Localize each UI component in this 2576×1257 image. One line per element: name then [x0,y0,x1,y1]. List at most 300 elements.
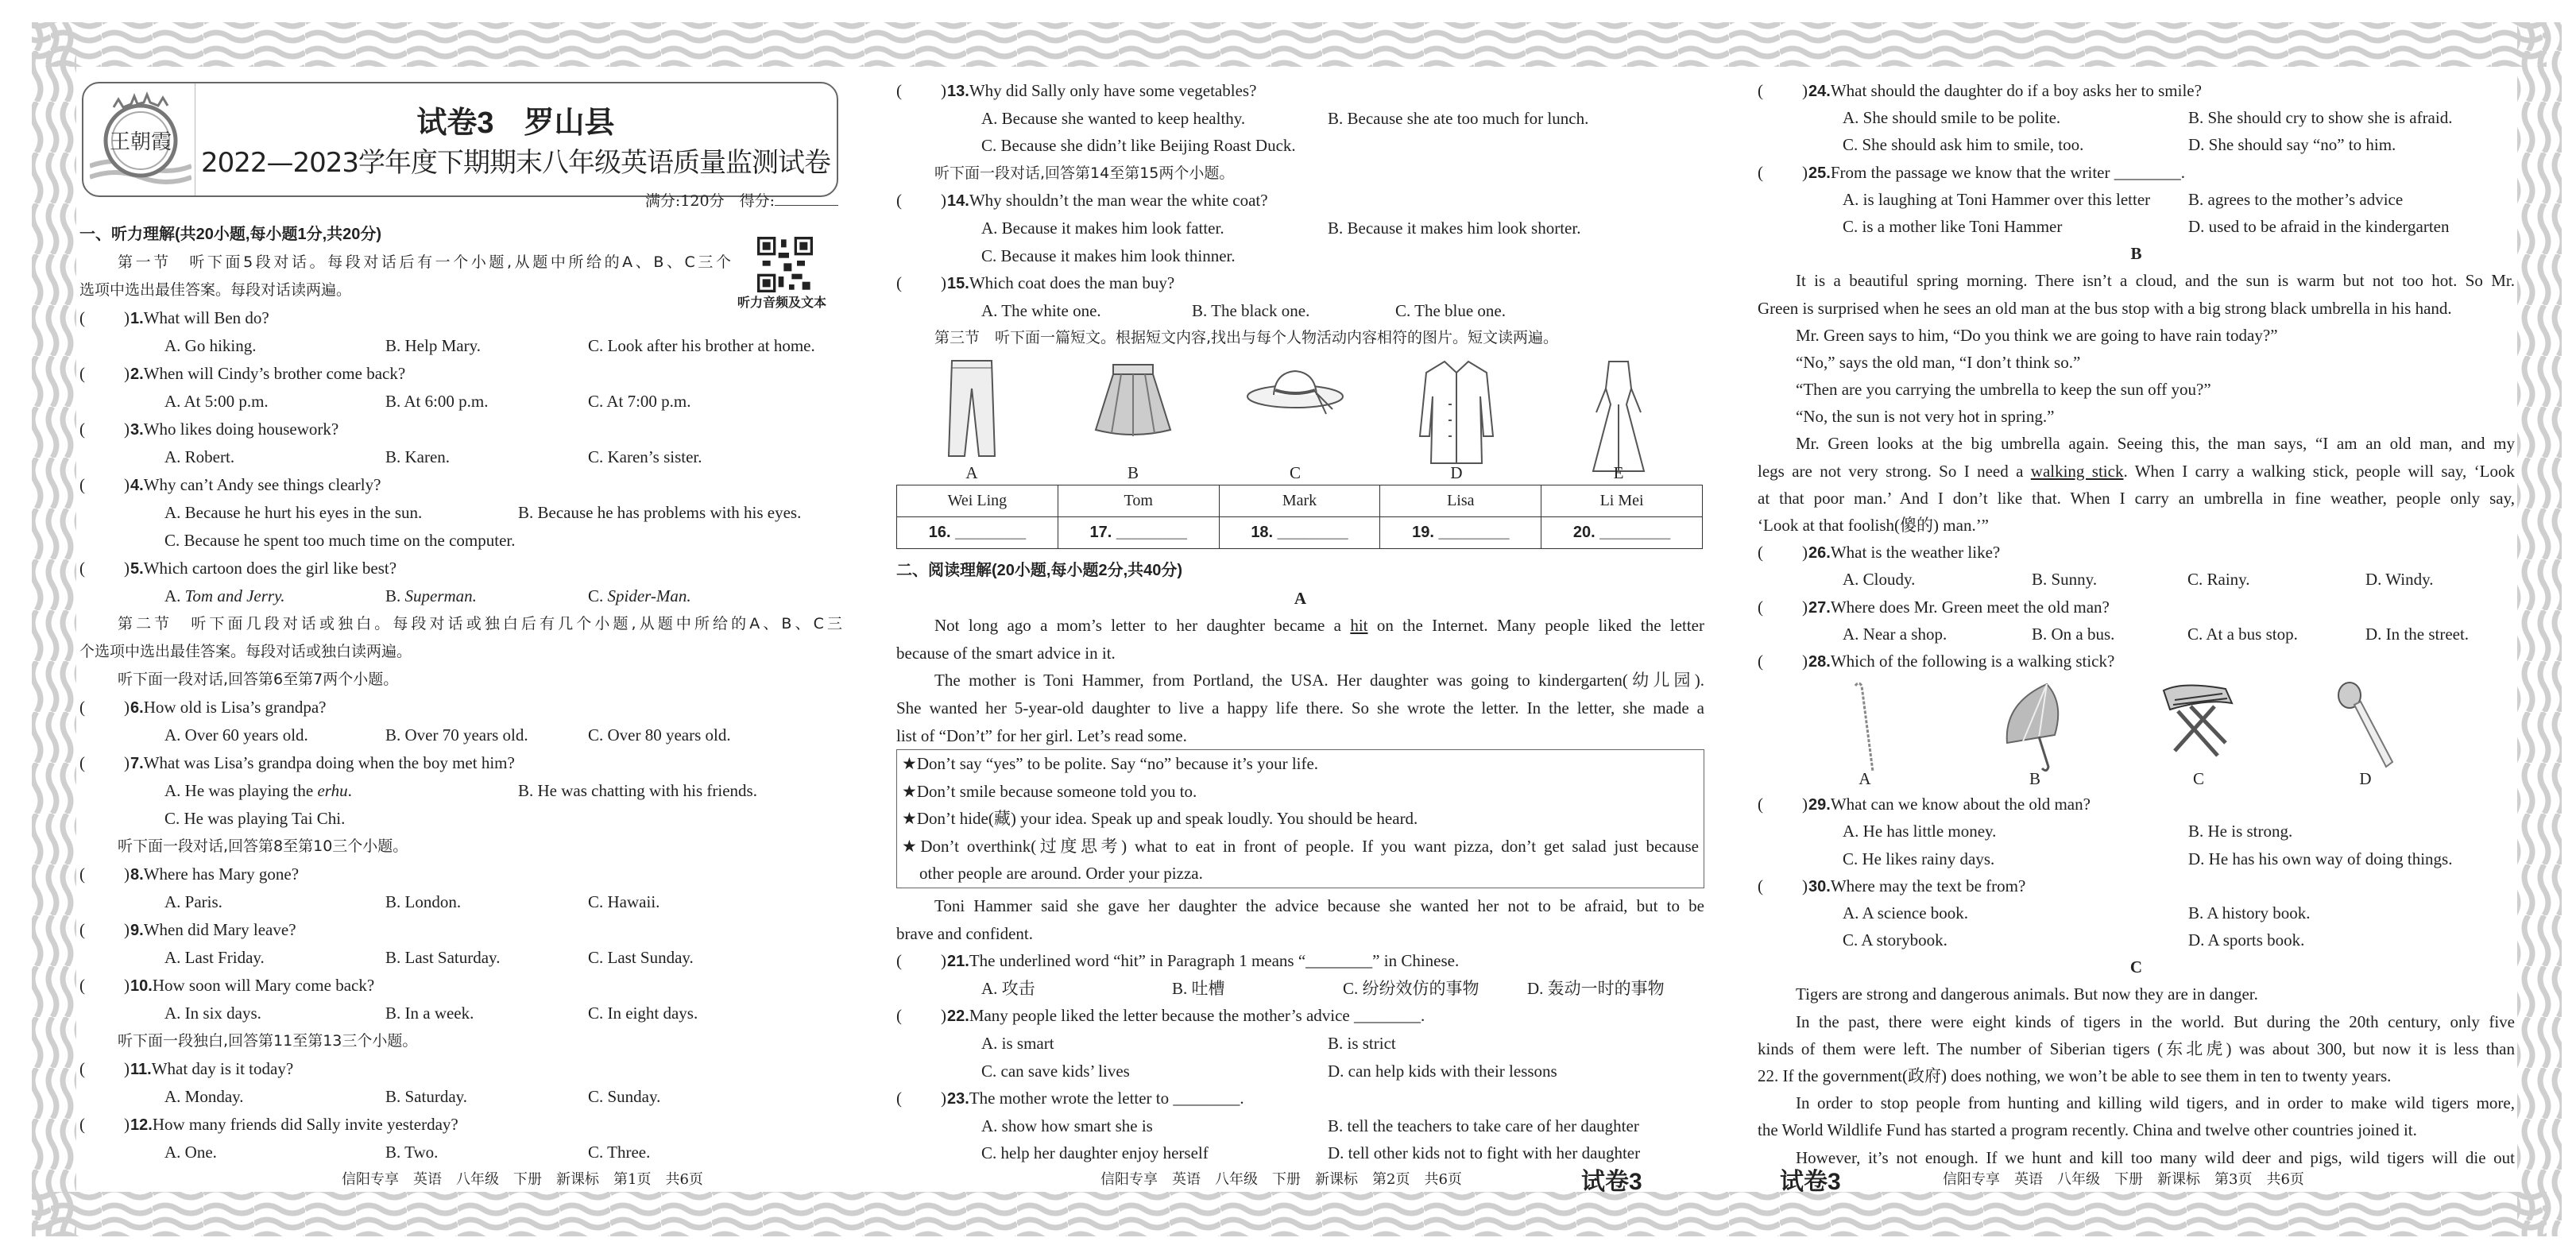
paragraph-line: In order to stop people from hunting and killing wild tigers, and in order to make wild tigers more, [1796,1093,2515,1113]
picture-option-B[interactable] [1975,675,2094,791]
answer-option[interactable]: B. Saturday. [385,1087,468,1106]
hat-icon [1236,352,1355,425]
question-stem: From the passage we know that the writer ________. [1830,162,2185,182]
answer-option[interactable]: C. 纷纷效仿的事物 [1343,978,1479,998]
answer-bracket-close: ) [1802,651,1808,671]
question-text [130,749,515,778]
option-row [1758,621,2515,648]
option-row [79,805,842,833]
question-text [130,972,374,1000]
answer-option[interactable]: D. 轰动一时的事物 [1527,978,1665,998]
question-number: 10. [130,977,153,995]
answer-bracket-close: ) [124,559,130,578]
answer-option[interactable]: B. Karen. [385,447,451,466]
answer-bracket-close: ) [1802,162,1808,182]
walking-stick-icon [1805,675,1924,779]
answer-bracket-open[interactable]: ( [1758,543,1763,563]
question-text [130,1055,293,1084]
answer-bracket-open[interactable]: ( [1758,651,1763,671]
answer-option[interactable]: B. The black one. [1192,300,1310,320]
question-number: 22. [947,1008,969,1026]
question-stem: What can we know about the old man? [1830,795,2091,814]
table-answer-row [897,516,1703,548]
text-segment: A. He was playing the [164,781,318,800]
answer-option[interactable]: C. At a bus stop. [2187,624,2298,644]
option-row [1758,104,2515,131]
answer-option[interactable]: C. Karen’s sister. [588,447,702,466]
italic-text: erhu [317,781,348,800]
answer-option[interactable]: B. Because it makes him look shorter. [1328,218,1581,238]
answer-option[interactable]: B. On a bus. [2032,624,2115,644]
answer-option[interactable]: B. Because she ate too much for lunch. [1328,108,1589,128]
question-number: 11. [130,1061,152,1078]
answer-option[interactable]: A. In six days. [164,1004,261,1023]
question-stem: What day is it today? [151,1059,294,1078]
brush-icon [2306,675,2425,779]
answer-option[interactable]: D. A sports book. [2188,930,2305,950]
option-row [896,242,1704,270]
picture-option-B[interactable] [1073,352,1193,485]
question-27 [1758,594,2515,621]
answer-option[interactable]: C. can save kids’ lives [981,1061,1130,1081]
qr-label: 听力音频及文本 [737,295,827,310]
passage-label: C [2129,957,2143,977]
answer-option[interactable]: B. agrees to the mother’s advice [2188,189,2404,209]
question-9 [79,916,842,944]
question-text [130,360,405,389]
answer-option[interactable]: C. Because he spent too much time on the computer. [164,531,516,550]
option-row [896,297,1704,325]
answer-bracket-open[interactable]: ( [1758,81,1763,100]
picture-option-C[interactable] [2139,675,2258,791]
question-stem: Which cartoon does the girl like best? [143,559,397,578]
question-text [947,1085,1244,1113]
paragraph-line: It is a beautiful spring morning. There isn’t a cloud, and the sun is warm but not too hot. So Mr. [1796,271,2515,291]
paragraph-line: She wanted her 5-year-old daughter to live a happy life there. So she wrote the letter. In the letter, she made a [896,698,1704,717]
option-row [896,105,1704,133]
answer-option[interactable]: D. can help kids with their lessons [1328,1061,1557,1081]
answer-bracket-close: ) [941,273,946,293]
paragraph-line: Mr. Green says to him, “Do you think we are going to have rain today?” [1796,325,2278,345]
picture-option-D[interactable] [2306,675,2425,791]
person-name: Tom [1058,485,1219,516]
paragraph-line: kinds of them were left. The number of Siberian tigers (东北虎) was about 300, but now it is less than [1758,1038,2515,1058]
answer-bracket-open[interactable]: ( [79,698,85,717]
option-row [1758,899,2515,926]
question-30 [1758,872,2515,899]
paragraph-line: the World Wildlife Fund has started a program recently. China and twelve other countries joined it. [1758,1120,2417,1140]
answer-option[interactable]: C. Rainy. [2187,570,2250,590]
paragraph-line: 听下面一段对话,回答第14至第15两个小题。 [934,164,1235,182]
question-13 [896,77,1704,105]
answer-option[interactable]: A. A science book. [1843,903,1969,922]
answer-option[interactable]: B. In a week. [385,1004,474,1023]
answer-option[interactable]: D. In the street. [2365,624,2470,644]
answer-bracket-open[interactable]: ( [79,364,85,383]
answer-bracket-open[interactable]: ( [79,864,85,884]
text-segment: Not long ago a mom’s letter to her daughter became a [934,616,1351,636]
option-row [1758,566,2515,593]
answer-bracket-close: ) [124,864,130,884]
option-row [79,1139,842,1166]
answer-option[interactable]: C. Look after his brother at home. [588,336,815,355]
answer-blank[interactable]: 20. ________ [1541,516,1703,548]
person-name: Li Mei [1541,485,1703,516]
question-29 [1758,791,2515,818]
picture-label: E [1613,462,1624,482]
picture-label: D [1450,462,1463,482]
answer-option[interactable]: A. The white one. [981,300,1101,320]
answer-option[interactable]: A. Go hiking. [164,336,257,355]
answer-option[interactable] [164,777,352,805]
answer-option[interactable]: D. used to be afraid in the kindergarten [2188,216,2450,236]
answer-option[interactable]: C. Hawaii. [588,892,660,911]
picture-label: A [1859,769,1871,789]
option-row [79,527,842,555]
person-name: Lisa [1380,485,1541,516]
page-title: 试卷3 罗山县 [416,106,615,140]
answer-option[interactable]: A. He has little money. [1843,822,1997,841]
paragraph-line: However, it’s not enough. If we hunt and kill too many wild deer and pigs, wild tigers will die out [1796,1147,2515,1167]
answer-option[interactable] [588,582,691,610]
answer-blank[interactable]: 19. ________ [1380,516,1541,548]
paragraph-line: 22. If the government(政府) does nothing, we won’t be able to see them in ten to twenty years. [1758,1066,2392,1085]
paragraph-line: because of the smart advice in it. [896,643,1116,663]
answer-bracket-close: ) [1802,597,1808,617]
answer-bracket-close: ) [124,364,130,383]
answer-option[interactable]: C. He likes rainy days. [1843,849,1995,868]
answer-option[interactable]: A. Monday. [164,1087,244,1106]
question-text [947,77,1256,106]
question-number: 7. [130,755,144,772]
option-row [79,332,842,360]
answer-bracket-open[interactable]: ( [896,191,902,211]
answer-bracket-close: ) [941,1089,946,1108]
answer-blank[interactable]: 18. ________ [1219,516,1380,548]
answer-option[interactable]: B. Sunny. [2032,570,2098,590]
question-text [947,947,1459,976]
answer-option[interactable]: C. Sunday. [588,1087,661,1106]
question-text [130,1111,458,1139]
question-number: 27. [1808,598,1831,617]
paragraph-line: 听下面一段对话,回答第8至第10三个小题。 [118,837,408,855]
answer-option[interactable]: B. Last Saturday. [385,948,501,967]
answer-bracket-close: ) [941,951,946,971]
question-stem: The mother wrote the letter to ________. [969,1089,1244,1108]
question-number: 12. [130,1116,153,1134]
question-stem: What should the daughter do if a boy asks her to smile? [1830,81,2202,100]
picture-option-A[interactable] [1805,675,1924,791]
question-15 [896,269,1704,297]
text-segment: B. [385,586,405,605]
score-line [556,189,838,211]
option-row [79,777,842,805]
answer-option[interactable]: B. Help Mary. [385,336,481,355]
answer-option[interactable]: C. help her daughter enjoy herself [981,1143,1209,1163]
publisher-logo [90,90,191,191]
answer-bracket-open[interactable]: ( [79,1059,85,1078]
answer-bracket-open[interactable]: ( [896,1006,902,1026]
option-row [1758,131,2515,158]
answer-option[interactable]: B. Because he has problems with his eyes. [518,503,802,522]
answer-option[interactable]: B. Over 70 years old. [385,725,528,745]
question-12 [79,1111,842,1139]
question-number: 5. [130,560,144,578]
question-stem: What is the weather like? [1830,543,2001,563]
option-row [79,499,842,527]
answer-option[interactable]: A. She should smile to be polite. [1843,108,2061,128]
question-stem: Who likes doing housework? [143,420,339,439]
answer-option[interactable]: C. In eight days. [588,1004,698,1023]
answer-bracket-open[interactable]: ( [79,308,85,327]
option-row [79,388,842,416]
answer-option[interactable]: B. He is strong. [2188,822,2293,841]
paragraph-line: 个选项中选出最佳答案。每段对话或独白读两遍。 [79,643,412,660]
answer-option[interactable]: C. He was playing Tai Chi. [164,809,346,828]
answer-option[interactable]: C. is a mother like Toni Hammer [1843,216,2063,236]
answer-option[interactable]: A. Paris. [164,892,222,911]
question-number: 21. [947,953,969,971]
question-5 [79,555,842,582]
page-3-column [1758,77,2515,1171]
italic-text: Spider-Man. [607,586,691,605]
paragraph-line: list of “Don’t” for her girl. Let’s read some. [896,725,1187,745]
paragraph-line: Mr. Green looks at the big umbrella again. Seeing this, the man says, “I am an old man, and my [1796,434,2515,454]
italic-text: Superman. [404,586,477,605]
question-number: 9. [130,922,144,939]
question-text [130,304,269,333]
answer-bracket-open[interactable]: ( [896,273,902,293]
question-stem: What was Lisa’s grandpa doing when the boy met him? [143,753,515,772]
picture-label: B [2029,769,2040,789]
answer-bracket-open[interactable]: ( [896,951,902,971]
answer-option[interactable]: C. She should ask him to smile, too. [1843,135,2084,155]
paragraph-line: Toni Hammer said she gave her daughter the advice because she wanted her not to be afraid, but to be [934,896,1704,916]
paragraph-line: 听下面一段独白,回答第11至第13三个小题。 [118,1032,418,1050]
answer-option[interactable]: A. Cloudy. [1843,570,1916,590]
advice-line: other people are around. Order your pizza. [919,864,1203,884]
paragraph-line [1758,458,2515,485]
question-text [1808,872,2025,900]
question-number: 8. [130,866,144,884]
paragraph-line: at that poor man.’ And I don’t like that. When I carry an umbrella in fine weather, people only say, [1758,488,2515,508]
option-row [1758,213,2515,240]
answer-option[interactable]: A. At 5:00 p.m. [164,392,269,411]
answer-option[interactable]: A. is laughing at Toni Hammer over this letter [1843,189,2151,209]
option-row [79,443,842,471]
question-4 [79,471,842,499]
paragraph-line: 第二节 听下面几段对话或独白。每段对话或独白后有几个小题,从题中所给的A、B、C三 [118,615,842,632]
question-text [130,694,326,722]
answer-option[interactable]: A. Near a shop. [1843,624,1947,644]
question-text [947,187,1268,215]
answer-bracket-open[interactable]: ( [79,920,85,939]
option-row [79,721,842,749]
question-1 [79,304,842,332]
italic-text: Tom and Jerry. [184,586,285,605]
answer-option[interactable]: B. Two. [385,1143,439,1162]
answer-option[interactable]: A. Last Friday. [164,948,265,967]
walking-stick-pictures [1758,675,2515,791]
score-label: 满分:120分 得分: [644,192,775,210]
answer-option[interactable]: A. Because he hurt his eyes in the sun. [164,503,423,522]
answer-blank[interactable]: 17. ________ [1058,516,1219,548]
paragraph-line: brave and confident. [896,923,1034,943]
advice-line: ★Don’t hide(藏) your idea. Speak up and speak loudly. You should be heard. [902,809,1418,829]
answer-option[interactable]: B. A history book. [2188,903,2311,922]
answer-option[interactable]: B. is strict [1328,1034,1396,1054]
question-number: 15. [947,275,969,293]
answer-option[interactable]: B. She should cry to show she is afraid. [2188,108,2453,128]
answer-bracket-open[interactable]: ( [79,559,85,578]
answer-option[interactable]: D. Windy. [2365,570,2434,590]
picture-label: C [1289,462,1301,482]
answer-option[interactable]: C. Because she didn’t like Beijing Roast Duck. [981,136,1296,156]
matching-table [896,485,1703,549]
answer-option[interactable]: B. tell the teachers to take care of her daughter [1328,1116,1639,1135]
text-segment: legs are not very strong. So I need a [1758,461,2031,481]
question-3 [79,416,842,443]
coat-icon [1397,352,1516,473]
answer-bracket-close: ) [124,308,130,327]
option-row [1758,926,2515,953]
answer-option[interactable] [385,582,477,610]
page-1-column [79,221,842,1166]
answer-option[interactable]: A. Over 60 years old. [164,725,308,745]
question-21 [896,947,1704,975]
text-segment: C. [588,586,608,605]
answer-option[interactable]: A. Because it makes him look fatter. [981,218,1224,238]
answer-option[interactable]: C. At 7:00 p.m. [588,392,691,411]
question-number: 2. [130,365,144,383]
answer-option[interactable]: A. show how smart she is [981,1116,1153,1135]
question-text [1808,77,2202,105]
option-row [896,215,1704,242]
question-24 [1758,77,2515,104]
answer-bracket-open[interactable]: ( [79,420,85,439]
picture-option-A[interactable] [912,352,1031,485]
text-segment: . [347,781,352,800]
question-14 [896,187,1704,215]
answer-option[interactable]: C. Because it makes him look thinner. [981,246,1236,265]
answer-bracket-open[interactable]: ( [1758,597,1763,617]
answer-option[interactable]: B. At 6:00 p.m. [385,392,489,411]
answer-bracket-close: ) [124,420,130,439]
answer-option[interactable] [164,582,285,610]
option-row [79,1083,842,1111]
answer-bracket-open[interactable]: ( [79,753,85,772]
question-text [1808,791,2091,818]
question-text [947,1002,1425,1031]
answer-option[interactable]: D. He has his own way of doing things. [2188,849,2453,868]
answer-option[interactable]: D. tell other kids not to fight with her daughter [1328,1143,1641,1163]
answer-bracket-close: ) [124,920,130,939]
question-text [130,916,296,945]
question-number: 24. [1808,83,1831,100]
answer-option[interactable]: C. The blue one. [1395,300,1507,320]
paragraph-line: ‘Look at that foolish(傻的) man.’” [1758,516,1990,535]
answer-bracket-open[interactable]: ( [79,976,85,995]
folding-stool-icon [2139,675,2258,772]
answer-bracket-open[interactable]: ( [79,1115,85,1134]
answer-option[interactable]: A. is smart [981,1034,1054,1054]
question-6 [79,694,842,721]
option-row [79,944,842,972]
answer-option[interactable]: C. A storybook. [1843,930,1947,950]
question-stem: Many people liked the letter because the mother’s advice ________. [969,1006,1425,1026]
answer-option[interactable]: B. London. [385,892,462,911]
picture-label: A [965,462,978,482]
clothes-pictures [896,352,1704,485]
answer-bracket-close: ) [1802,543,1808,563]
answer-option[interactable]: B. He was chatting with his friends. [518,781,757,800]
answer-bracket-open[interactable]: ( [896,81,902,100]
answer-bracket-open[interactable]: ( [1758,795,1763,814]
answer-bracket-open[interactable]: ( [1758,876,1763,895]
underlined-word: hit [1350,616,1368,636]
person-name: Wei Ling [897,485,1058,516]
picture-label: B [1127,462,1139,482]
footer-badge-page-3: 试卷3 [1780,1169,1841,1195]
question-stem: Why did Sally only have some vegetables? [969,81,1257,100]
option-row [1758,845,2515,872]
answer-bracket-open[interactable]: ( [1758,162,1763,182]
answer-bracket-close: ) [1802,81,1808,100]
paragraph-line: Tigers are strong and dangerous animals. But now they are in danger. [1796,984,2258,1004]
question-22 [896,1002,1704,1030]
question-number: 4. [130,477,144,494]
question-text [947,269,1174,298]
picture-option-C[interactable] [1236,352,1355,485]
answer-option[interactable]: A. One. [164,1143,217,1162]
option-row [896,1030,1704,1058]
option-row [79,582,842,610]
answer-option[interactable]: B. 吐槽 [1172,978,1225,998]
answer-option[interactable]: C. Over 80 years old. [588,725,731,745]
question-number: 25. [1808,164,1831,182]
picture-option-E[interactable] [1559,352,1678,485]
question-text [130,416,338,444]
passage-label: A [1294,588,1307,608]
answer-option[interactable]: A. Because she wanted to keep healthy. [981,108,1246,128]
paragraph-line: 听下面一段对话,回答第6至第7两个小题。 [118,671,399,688]
question-stem: When did Mary leave? [143,920,296,939]
answer-option[interactable]: A. 攻击 [981,978,1035,998]
paragraph-line: “No,” says the old man, “I don’t think so.” [1796,352,2081,372]
answer-blank[interactable]: 16. ________ [897,516,1058,548]
answer-option[interactable]: C. Last Sunday. [588,948,694,967]
question-number: 1. [130,310,144,327]
answer-bracket-close: ) [1802,876,1808,895]
exam-header [82,82,838,197]
answer-option[interactable]: A. Robert. [164,447,235,466]
advice-line: ★Don’t say “yes” to be polite. Say “no” because it’s your life. [902,754,1319,774]
answer-option[interactable]: D. She should say “no” to him. [2188,135,2396,155]
paragraph-line: In the past, there were eight kinds of tigers in the world. But during the 20th century, only five [1796,1011,2515,1031]
picture-option-D[interactable] [1397,352,1516,485]
paragraph-line: 选项中选出最佳答案。每段对话读两遍。 [79,281,352,299]
question-2 [79,360,842,388]
question-stem: What will Ben do? [143,308,269,327]
text-segment: A. [164,586,185,605]
answer-option[interactable]: C. Three. [588,1143,651,1162]
paragraph-line: 第三节 听下面一篇短文。根据短文内容,找出与每个人物活动内容相符的图片。短文读两遍。 [934,329,1559,347]
answer-bracket-open[interactable]: ( [896,1089,902,1108]
answer-bracket-open[interactable]: ( [79,475,85,494]
question-number: 23. [947,1090,969,1108]
dress-icon [1559,352,1678,481]
question-7 [79,749,842,777]
